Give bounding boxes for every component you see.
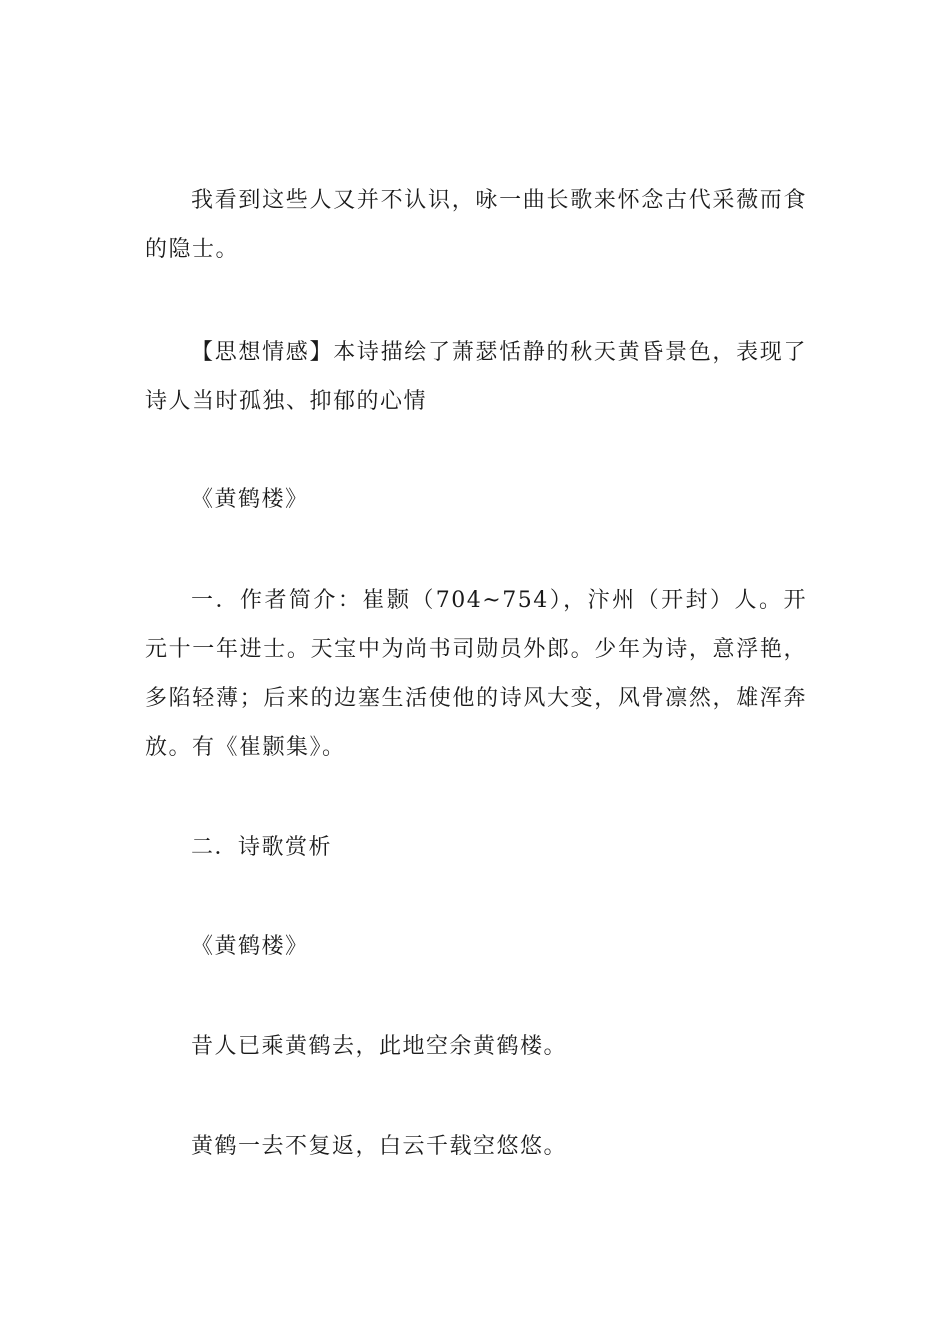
poem-title-heading: 《黄鹤楼》 bbox=[191, 487, 309, 512]
poem-line-1: 昔人已乘黄鹤去，此地空余黄鹤楼。 bbox=[191, 1034, 568, 1059]
paragraph-thoughts-emotions: 【思想情感】本诗描绘了萧瑟恬静的秋天黄昏景色，表现了诗人当时孤独、抑郁的心情 bbox=[145, 340, 807, 414]
section-heading-poem-analysis: 二．诗歌赏析 bbox=[191, 835, 333, 860]
poem-line-2: 黄鹤一去不复返，白云千载空悠悠。 bbox=[191, 1134, 568, 1159]
paragraph-author-intro: 一．作者简介：崔颢（704~754），汴州（开封）人。开元十一年进士。天宝中为尚书司勋员外郎。少年为诗，意浮艳，多陷轻薄；后来的边塞生活使他的诗风大变，风骨凛然，雄浑奔放。有《崔颢集》。 bbox=[145, 588, 807, 760]
paragraph-recluse-translation: 我看到这些人又并不认识，咏一曲长歌来怀念古代采薇而食的隐士。 bbox=[145, 188, 807, 262]
poem-title-repeat: 《黄鹤楼》 bbox=[191, 934, 309, 959]
